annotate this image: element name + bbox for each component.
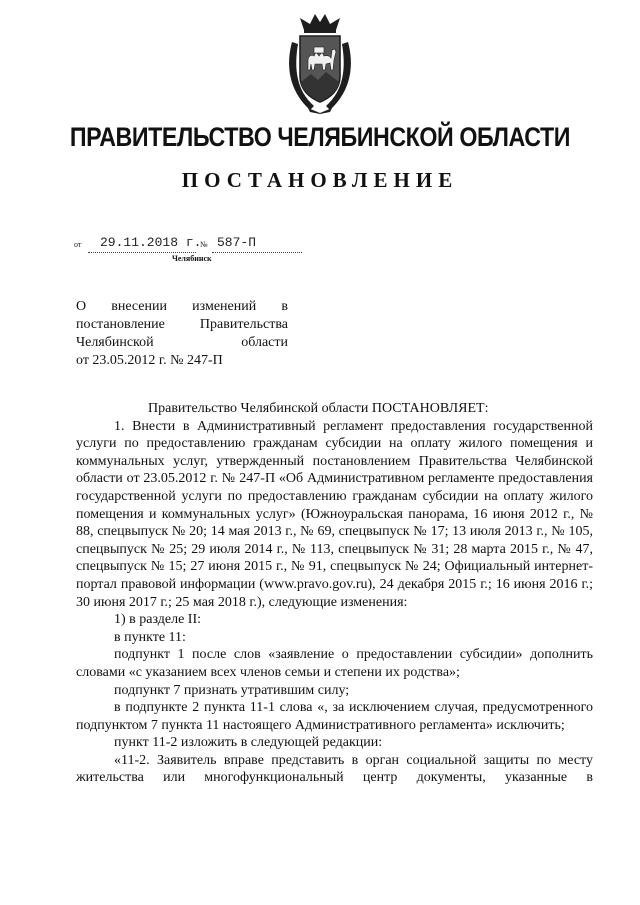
subject-line: Челябинской области bbox=[76, 335, 288, 350]
body-paragraph: «11-2. Заявитель вправе представить в орган социальной защиты по месту жительства или многофункциональный центр документы, указанные в bbox=[76, 752, 593, 786]
document-date: 29.11.2018 г. bbox=[100, 235, 202, 250]
date-prefix: от bbox=[74, 240, 82, 249]
date-underline bbox=[88, 252, 196, 253]
body-paragraph: в подпункте 2 пункта 11-1 слова «, за исключением случая, предусмотренного подпунктом 7 пункта 11 настоящего Административного регламента» исключить; bbox=[76, 700, 593, 733]
document-body bbox=[76, 400, 593, 787]
city-label: Челябинск bbox=[172, 254, 212, 263]
body-paragraph: 1. Внести в Административный регламент предоставления государственной услуги по предоставлению гражданам субсидии на оплату жилого помещения и коммунальных услуг, утвержденный постановлением Правительства Челябинской области от 23.05.2012 г. № 247-П «Об Административном регламенте предоставления государственной услуги по предоставлению гражданам субсидии на оплату жилого помещения и коммунальных услуг» (Южноуральская панорама, 16 июня 2012 г., № 88, спецвыпуск № 20; 14 мая 2013 г., № 69, спецвыпуск № 17; 13 июля 2013 г., № 105, спецвыпуск № 25; 29 июля 2014 г., № 113, спецвыпуск № 31; 28 марта 2015 г., № 47, спецвыпуск № 15; 27 июня 2015 г., № 91, спецвыпуск № 24; Официальный интернет-портал правовой информации (www.pravo.gov.ru), 24 декабря 2015 г.; 16 июня 2016 г.; 30 июня 2017 г.; 25 мая 2018 г.), следующие изменения: bbox=[76, 418, 593, 610]
body-paragraph: 1) в разделе II: bbox=[114, 612, 202, 628]
number-underline bbox=[212, 252, 302, 253]
body-paragraph: подпункт 7 признать утратившим силу; bbox=[114, 682, 350, 698]
subject-line: О внесении изменений в bbox=[76, 299, 288, 314]
government-title: ПРАВИТЕЛЬСТВО ЧЕЛЯБИНСКОЙ ОБЛАСТИ bbox=[69, 122, 571, 152]
document-type: ПОСТАНОВЛЕНИЕ bbox=[181, 168, 459, 192]
subject-line: постановление Правительства bbox=[76, 317, 288, 332]
number-prefix: № bbox=[200, 240, 208, 249]
body-paragraph: пункт 11-2 изложить в следующей редакции: bbox=[114, 735, 383, 751]
preamble: Правительство Челябинской области ПОСТАНОВЛЯЕТ: bbox=[148, 401, 489, 416]
coat-of-arms-icon bbox=[286, 12, 354, 114]
subject-line: от 23.05.2012 г. № 247-П bbox=[76, 353, 223, 368]
body-paragraph: подпункт 1 после слов «заявление о предоставлении субсидии» дополнить словами «с указанием всех членов семьи и степени их родства»; bbox=[76, 647, 593, 680]
document-number: 587-П bbox=[217, 235, 257, 250]
document-subject bbox=[76, 298, 288, 370]
body-paragraph: в пункте 11: bbox=[114, 629, 186, 645]
